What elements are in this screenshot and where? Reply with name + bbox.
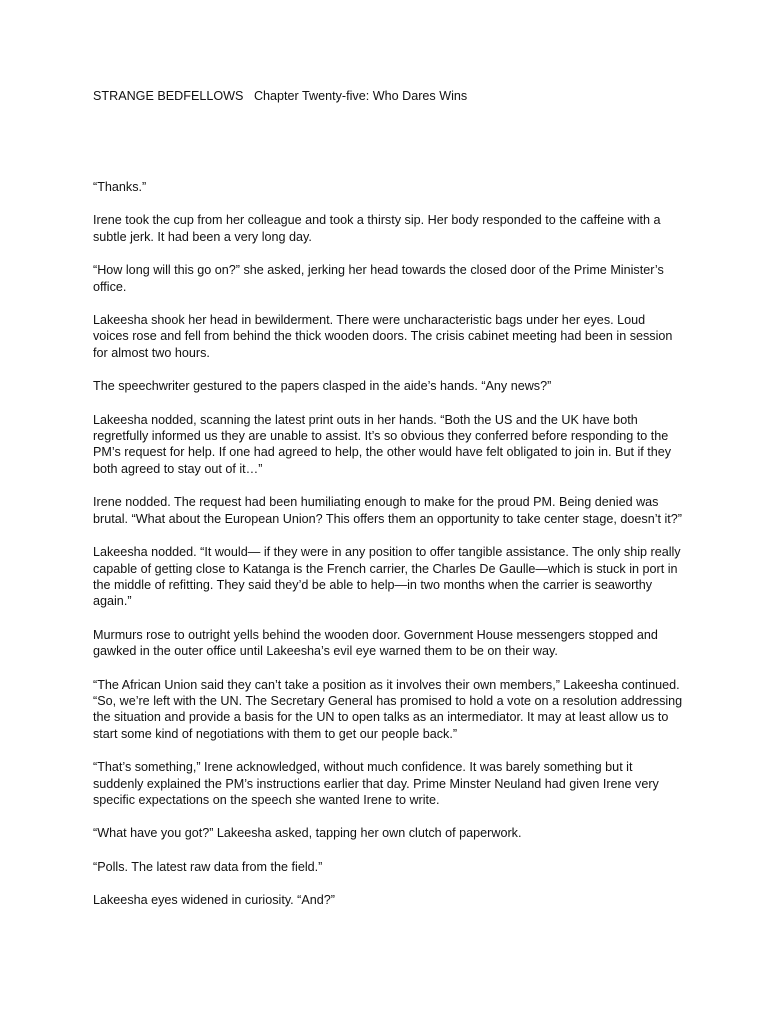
paragraph: Murmurs rose to outright yells behind the wooden door. Government House messengers stopped and gawked in the outer office until Lakeesha’s evil eye warned them to be on their way. — [93, 627, 658, 659]
paragraph: The speechwriter gestured to the papers clasped in the aide’s hands. “Any news?” — [93, 379, 552, 394]
paragraph: “Thanks.” — [93, 180, 147, 194]
paragraph: “How long will this go on?” she asked, jerking her head towards the closed door of the Prime Minister’s office. — [93, 263, 664, 294]
document-body — [93, 179, 683, 926]
paragraph: “What have you got?” Lakeesha asked, tapping her own clutch of paperwork. — [93, 826, 522, 841]
chapter-header: STRANGE BEDFELLOWS Chapter Twenty-five: Who Dares Wins — [93, 89, 468, 103]
paragraph: “The African Union said they can’t take a position as it involves their own members,” Lakeesha continued. “So, we’re left with the UN. The Secretary General has promised to hold a vote on a resolution addressing the situation and provide a basis for the UN to open talks as an intermediator. It may at least allow us to start some kind of negotiations with them to get our people back.” — [93, 677, 683, 741]
paragraph: Lakeesha eyes widened in curiosity. “And?” — [93, 893, 335, 908]
paragraph: Lakeesha shook her head in bewilderment. There were uncharacteristic bags under her eyes. Loud voices rose and fell from behind the thick wooden doors. The crisis cabinet meeting had been in session for almost two hours. — [93, 313, 673, 360]
paragraph: Irene nodded. The request had been humiliating enough to make for the proud PM. Being denied was brutal. “What about the European Union? This offers them an opportunity to take center stage, doesn’t it?” — [93, 495, 682, 526]
paragraph: Irene took the cup from her colleague and took a thirsty sip. Her body responded to the caffeine with a subtle jerk. It had been a very long day. — [93, 213, 661, 244]
paragraph: “Polls. The latest raw data from the field.” — [93, 859, 323, 874]
paragraph: “That’s something,” Irene acknowledged, without much confidence. It was barely something but it suddenly explained the PM’s instructions earlier that day. Prime Minster Neuland had given Irene very specific expectations on the speech she wanted Irene to write. — [93, 760, 659, 807]
paragraph: Lakeesha nodded. “It would— if they were in any position to offer tangible assistance. The only ship really capable of getting close to Katanga is the French carrier, the Charles De Gaulle—which is stuck in port in the middle of refitting. They said they’d be able to help—in two months when the carrier is seaworthy again.” — [93, 545, 681, 609]
paragraph: Lakeesha nodded, scanning the latest print outs in her hands. “Both the US and the UK have both regretfully informed us they are unable to assist. It’s so obvious they conferred before responding to the PM’s request for help. If one had agreed to help, the other would have felt obligated to join in. But if they both agreed to stay out of it…” — [93, 412, 672, 476]
